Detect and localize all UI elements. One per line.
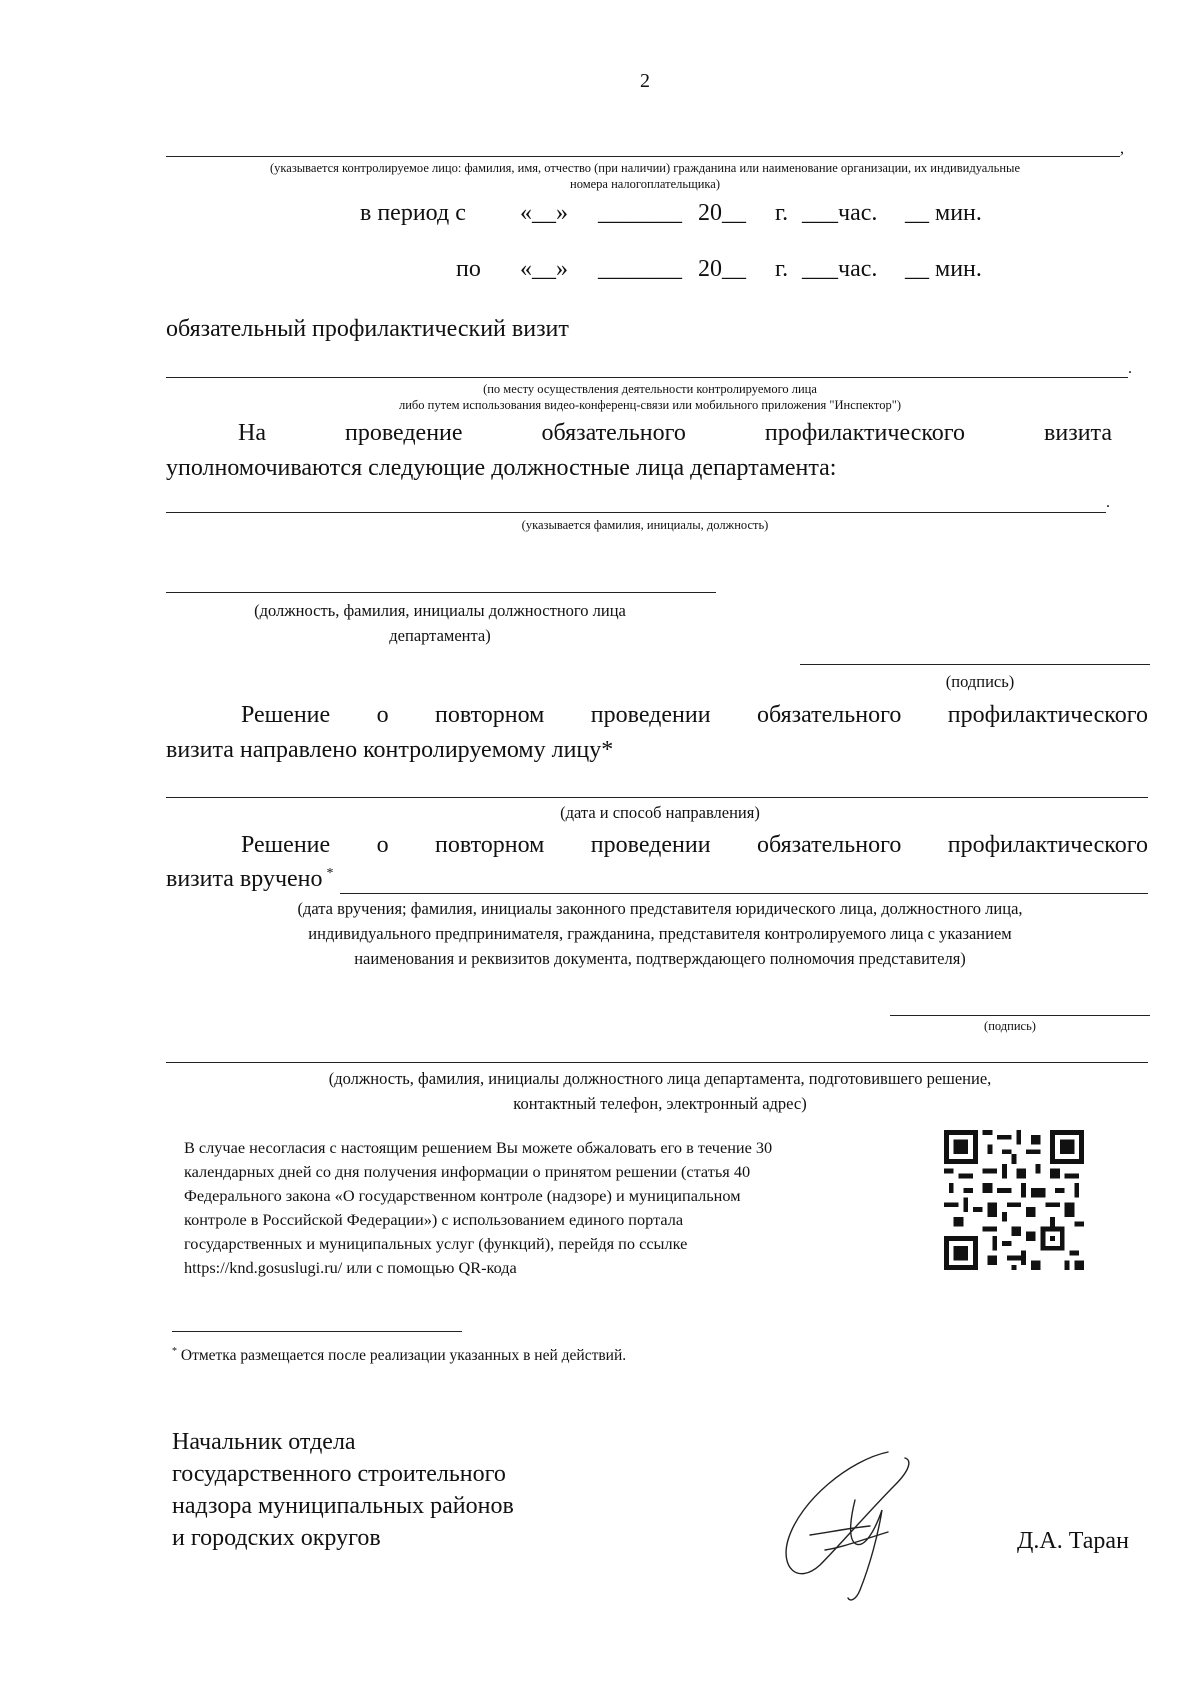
word: проведение bbox=[344, 420, 463, 446]
footnote-separator bbox=[172, 1331, 462, 1332]
controlled-person-line bbox=[166, 156, 1120, 157]
period-from-day: «__» bbox=[520, 200, 568, 226]
caption-line: (дата вручения; фамилия, инициалы законного представителя юридического лица, должностного лица, bbox=[297, 899, 1023, 918]
controlled-person-caption bbox=[150, 160, 1140, 192]
appeal-line: календарных дней со дня получения информации о принятом решении (статья 40 bbox=[184, 1162, 751, 1181]
official-line bbox=[166, 592, 716, 593]
title-line: надзора муниципальных районов bbox=[172, 1493, 514, 1519]
signature-caption-2: (подпись) bbox=[984, 1019, 1036, 1033]
period-to-year: 20__ bbox=[698, 256, 746, 282]
controlled-person-comma: , bbox=[1120, 140, 1124, 157]
period-from-year: 20__ bbox=[698, 200, 746, 226]
caption-line: (по месту осуществления деятельности контролируемого лица bbox=[483, 382, 817, 396]
authorized-line bbox=[166, 512, 1106, 513]
word: На bbox=[238, 420, 266, 446]
handed-line1 bbox=[166, 832, 1148, 859]
title-line: и городских округов bbox=[172, 1525, 381, 1551]
handed-line2 bbox=[166, 866, 334, 893]
signature-caption-1: (подпись) bbox=[945, 672, 1015, 691]
appeal-line: контроле в Российской Федерации») с использованием единого портала bbox=[184, 1210, 684, 1229]
caption-line: либо путем использования видео-конференц-связи или мобильного приложения "Инспектор") bbox=[399, 398, 901, 412]
period-to-minute: __ мин. bbox=[905, 256, 982, 282]
period-to-month: _______ bbox=[598, 256, 682, 282]
place-caption bbox=[250, 381, 1050, 413]
caption-line: наименования и реквизитов документа, подтверждающего полномочия представителя) bbox=[354, 949, 966, 968]
period-from-hour: ___час. bbox=[802, 200, 878, 226]
title-line: Начальник отдела bbox=[172, 1429, 356, 1455]
caption-line: (указывается контролируемое лицо: фамилия, имя, отчество (при наличии) гражданина или наименование организации, их индивидуальные bbox=[269, 161, 1021, 175]
word: Решение bbox=[241, 832, 331, 858]
word: повторном bbox=[435, 832, 545, 858]
sent-line1 bbox=[166, 702, 1148, 729]
appeal-text bbox=[184, 1136, 934, 1280]
caption-line: индивидуального предпринимателя, гражданина, представителя контролируемого лица с указанием bbox=[308, 924, 1012, 943]
handed-asterisk: * bbox=[326, 866, 334, 881]
word: профилактического bbox=[947, 832, 1148, 858]
period-from-minute: __ мин. bbox=[905, 200, 982, 226]
word: проведении bbox=[590, 702, 711, 728]
authorized-dot: . bbox=[1106, 494, 1110, 511]
word: обязательного bbox=[541, 420, 686, 446]
sent-line bbox=[166, 797, 1148, 798]
handwritten-signature bbox=[770, 1440, 950, 1610]
appeal-line: https://knd.gosuslugi.ru/ или с помощью QR-кода bbox=[184, 1258, 517, 1277]
caption-line: (должность, фамилия, инициалы должностного лица bbox=[254, 601, 626, 620]
period-from-year-suffix: г. bbox=[775, 200, 789, 226]
word: проведении bbox=[590, 832, 711, 858]
preparer-caption bbox=[220, 1066, 1100, 1116]
word: повторном bbox=[435, 702, 545, 728]
official-caption bbox=[180, 598, 700, 648]
appeal-line: государственных и муниципальных услуг (функций), перейдя по ссылке bbox=[184, 1234, 688, 1253]
qr-code-icon[interactable] bbox=[944, 1130, 1084, 1270]
word: Решение bbox=[241, 702, 331, 728]
appeal-line: Федерального закона «О государственном контроле (надзоре) и муниципальном bbox=[184, 1186, 741, 1205]
place-line bbox=[166, 377, 1128, 378]
footnote-mark: * bbox=[172, 1346, 177, 1357]
visit-heading: обязательный профилактический визит bbox=[166, 316, 569, 342]
word: о bbox=[376, 702, 389, 728]
word: визита bbox=[1044, 420, 1112, 446]
authorized-line2: уполномочиваются следующие должностные лица департамента: bbox=[166, 455, 837, 481]
caption-line: (должность, фамилия, инициалы должностного лица департамента, подготовившего решение, bbox=[328, 1069, 992, 1088]
preparer-line bbox=[166, 1062, 1148, 1063]
period-to-day: «__» bbox=[520, 256, 568, 282]
sent-caption: (дата и способ направления) bbox=[560, 803, 760, 822]
word: профилактического bbox=[947, 702, 1148, 728]
appeal-line: В случае несогласия с настоящим решением Вы можете обжаловать его в течение 30 bbox=[184, 1138, 773, 1157]
place-dot: . bbox=[1128, 360, 1132, 377]
caption-line: номера налогоплательщика) bbox=[570, 177, 720, 191]
title-line: государственного строительного bbox=[172, 1461, 506, 1487]
footnote bbox=[172, 1346, 626, 1365]
handed-text: визита вручено bbox=[166, 866, 323, 892]
sent-line2: визита направлено контролируемому лицу* bbox=[166, 737, 614, 763]
signatory-title bbox=[172, 1426, 514, 1554]
period-from-month: _______ bbox=[598, 200, 682, 226]
signature-line-1 bbox=[800, 664, 1150, 665]
caption-line: департамента) bbox=[389, 626, 491, 645]
word: обязательного bbox=[757, 832, 902, 858]
period-from-label: в период с bbox=[360, 200, 466, 226]
authorized-caption: (указывается фамилия, инициалы, должность) bbox=[521, 518, 769, 532]
word: обязательного bbox=[757, 702, 902, 728]
signature-line-2 bbox=[890, 1015, 1150, 1016]
handed-line bbox=[340, 893, 1148, 894]
period-to-hour: ___час. bbox=[802, 256, 878, 282]
word: профилактического bbox=[764, 420, 966, 446]
signatory-name: Д.А. Таран bbox=[1017, 1528, 1129, 1554]
period-to-label: по bbox=[456, 256, 481, 282]
word: о bbox=[376, 832, 389, 858]
caption-line: контактный телефон, электронный адрес) bbox=[513, 1094, 807, 1113]
page-number: 2 bbox=[640, 70, 650, 92]
period-to-year-suffix: г. bbox=[775, 256, 789, 282]
authorized-line1 bbox=[166, 420, 1112, 447]
footnote-text: Отметка размещается после реализации указанных в ней действий. bbox=[180, 1347, 627, 1365]
handed-caption bbox=[180, 896, 1140, 971]
